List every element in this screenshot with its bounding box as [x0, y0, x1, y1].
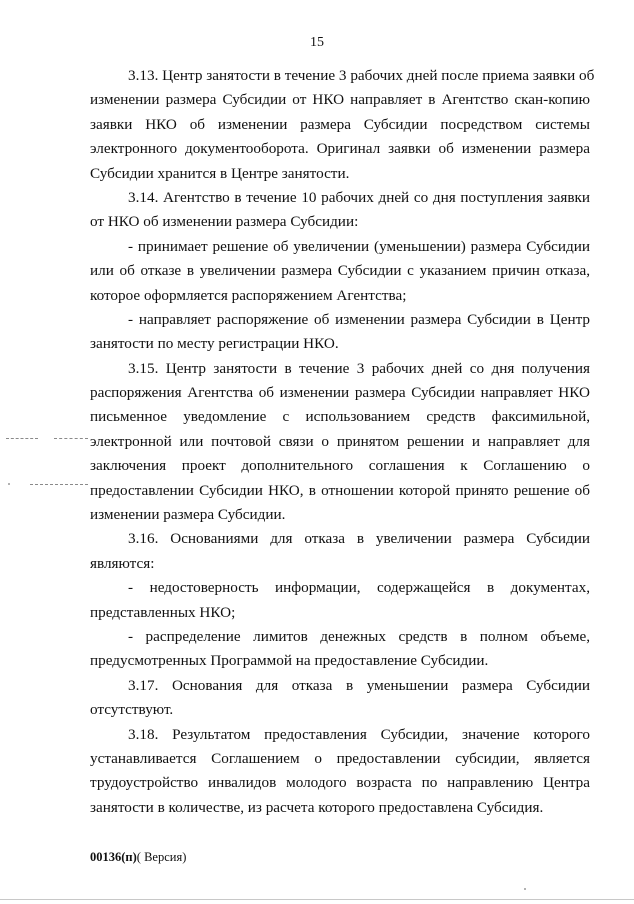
text-line: электронного документооборота. Оригинал заявки об изменении размера	[90, 140, 590, 158]
text-line: 3.15. Центр занятости в течение 3 рабочих дней со дня получения	[128, 359, 590, 377]
scan-artifact-mark	[6, 438, 38, 439]
scan-artifact-speck	[8, 483, 10, 485]
text-line: изменении размера Субсидии от НКО направляет в Агентство скан-копию	[90, 91, 590, 109]
text-line: - принимает решение об увеличении (уменьшении) размера Субсидии	[128, 237, 590, 255]
document-body	[90, 64, 595, 820]
document-version: ( Версия)	[136, 850, 187, 864]
text-line: заключения проект дополнительного соглашения к Соглашению о	[90, 457, 590, 475]
scan-artifact-mark	[54, 438, 88, 439]
text-line: 3.16. Основаниями для отказа в увеличении размера Субсидии	[128, 530, 590, 548]
text-line: 3.13. Центр занятости в течение 3 рабочих дней после приема заявки об	[128, 67, 595, 84]
scan-artifact-speck	[524, 888, 526, 890]
text-line: отсутствуют.	[90, 701, 174, 719]
text-line: предоставлении Субсидии НКО, в отношении которой принято решение об	[90, 481, 590, 499]
document-footer	[90, 849, 186, 865]
text-line: электронной или почтовой связи о принятом решении и направляет для	[90, 432, 590, 450]
text-line: Субсидии хранится в Центре занятости.	[90, 164, 350, 182]
text-line: занятости в количестве, из расчета которого предоставлена Субсидия.	[90, 798, 544, 816]
text-line: 3.18. Результатом предоставления Субсидии, значение которого	[128, 725, 590, 743]
text-line: - направляет распоряжение об изменении размера Субсидии в Центр	[128, 310, 590, 328]
text-line: изменении размера Субсидии.	[90, 506, 286, 524]
text-line: представленных НКО;	[90, 603, 236, 621]
scan-artifact-mark	[30, 484, 88, 485]
text-line: устанавливается Соглашением о предоставлении субсидии, является	[90, 749, 590, 767]
text-line: заявки НКО об изменении размера Субсидии посредством системы	[90, 115, 590, 133]
text-line: письменное уведомление с использованием средств факсимильной,	[90, 408, 590, 426]
text-line: трудоустройство инвалидов молодого возраста по направлению Центра	[90, 774, 590, 792]
text-line: или об отказе в увеличении размера Субсидии с указанием причин отказа,	[90, 262, 590, 280]
text-line: которое оформляется распоряжением Агентства;	[90, 286, 407, 304]
text-line: 3.17. Основания для отказа в уменьшении размера Субсидии	[128, 676, 590, 694]
page-number: 15	[310, 35, 324, 50]
text-line: - распределение лимитов денежных средств в полном объеме,	[128, 627, 590, 645]
text-line: занятости по месту регистрации НКО.	[90, 335, 339, 353]
text-line: - недостоверность информации, содержащейся в документах,	[128, 579, 590, 597]
text-line: 3.14. Агентство в течение 10 рабочих дней со дня поступления заявки	[128, 188, 590, 206]
text-line: от НКО об изменении размера Субсидии:	[90, 213, 359, 231]
text-line: предусмотренных Программой на предоставление Субсидии.	[90, 652, 489, 670]
text-line: распоряжения Агентства об изменении размера Субсидии направляет НКО	[90, 384, 590, 402]
text-line: являются:	[90, 554, 155, 572]
document-code: 00136(п)	[90, 850, 137, 864]
page-bottom-edge	[0, 899, 634, 900]
